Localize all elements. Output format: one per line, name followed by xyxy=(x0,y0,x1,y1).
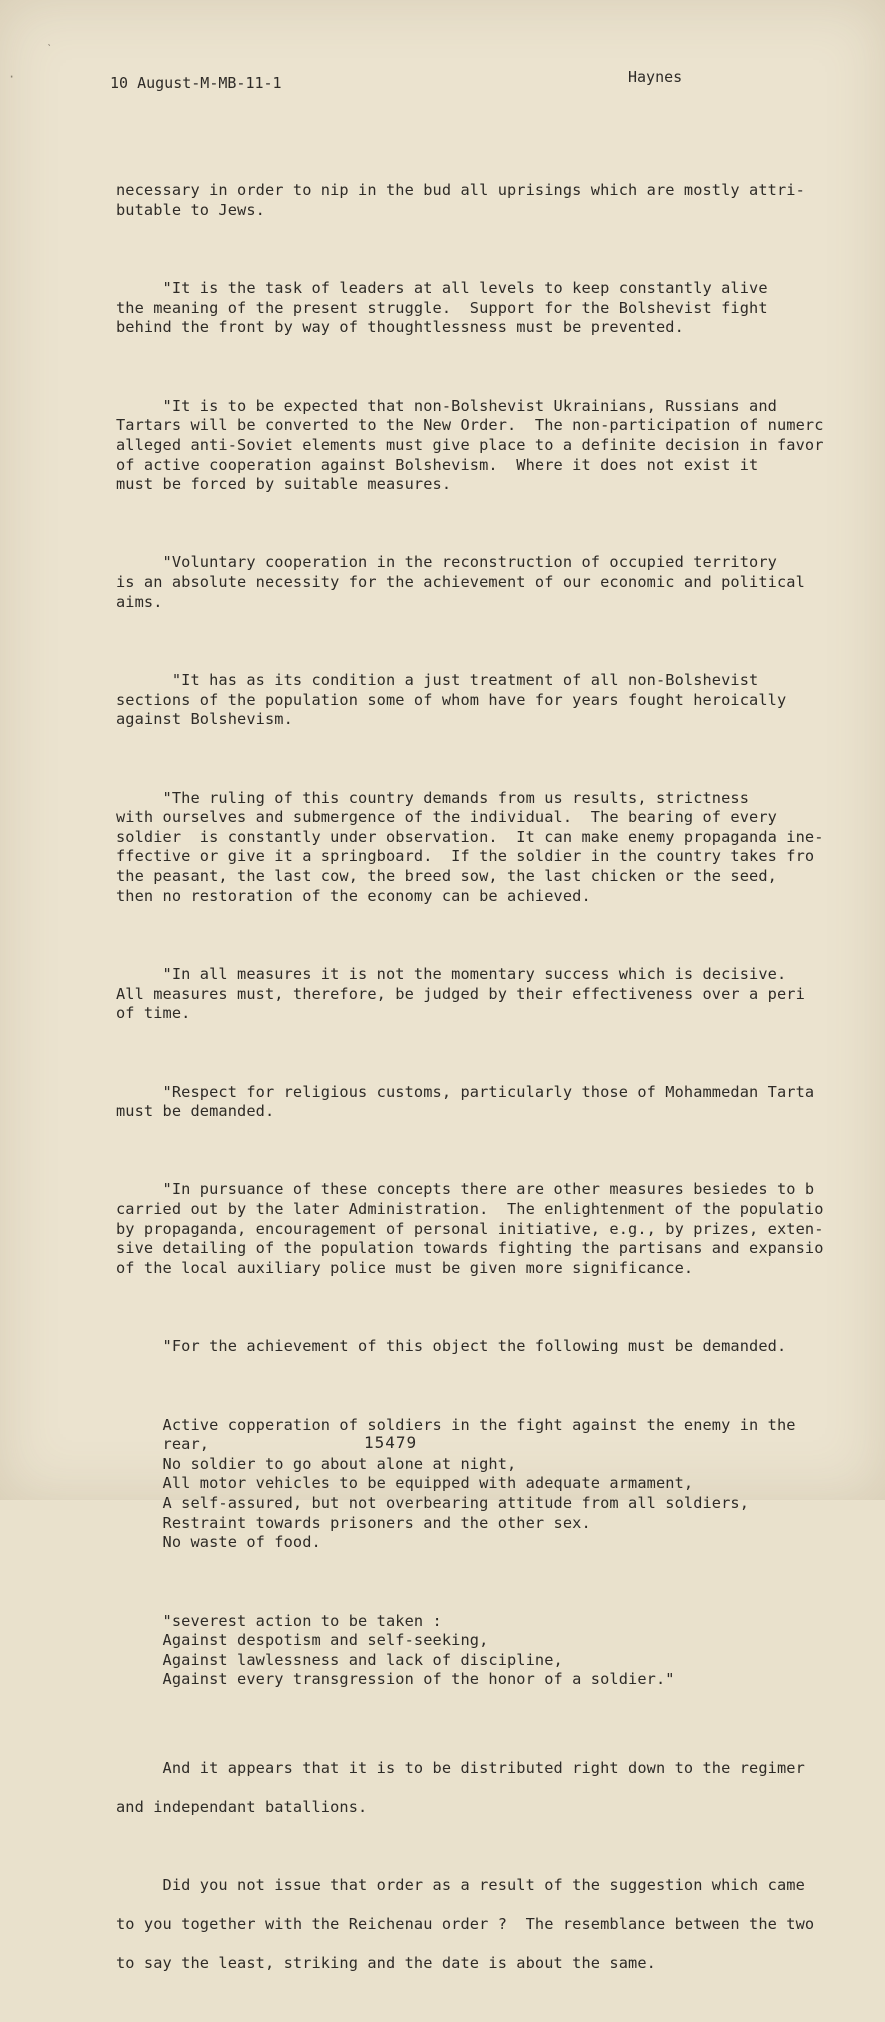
paragraph: "The ruling of this country demands from us results, strictness with ourselves and submergence of the individual. The bearing of every soldier is constantly under observation. It can make enemy propaganda ine- ffective or give it a springboard. If the soldier in the country takes fro the peasant, the last cow, the breed sow, the last chicken or the seed, then no restoration of the economy can be achieved. xyxy=(116,788,824,905)
paragraph: "It is the task of leaders at all levels to keep constantly alive the meaning of the present struggle. Support for the Bolshevist fight behind the front by way of thoughtlessness must be prevented. xyxy=(116,279,768,337)
document-body xyxy=(116,142,841,2022)
paragraph: "In all measures it is not the momentary success which is decisive. All measures must, therefore, be judged by their effectiveness over a peri of time. xyxy=(116,964,805,1023)
paragraph: necessary in order to nip in the bud all uprisings which are mostly attri- butable to Jews. xyxy=(116,181,805,219)
paragraph: "It is to be expected that non-Bolshevist Ukrainians, Russians and Tartars will be converted to the New Order. The non-participation of numerc alleged anti-Soviet elements must give place to a definite decision in favor of active cooperation against Bolshevism. Where it does not exist it must be forced by suitable measures. xyxy=(116,396,824,494)
closing-paragraph: Did you not issue that order as a result of the suggestion which came to you together with the Reichenau order ? The resemblance between the two to say the least, striking and the date is about the same. xyxy=(116,1875,815,1972)
actions-list: "severest action to be taken : Against despotism and self-seeking, Against lawlessness and lack of discipline, Against every transgression of the honor of a soldier." xyxy=(162,1611,675,1689)
document-reference: 10 August-M-MB-11-1 xyxy=(110,74,282,92)
witness-name: Haynes xyxy=(628,68,683,86)
paragraph: "It has as its condition a just treatment of all non-Bolshevist sections of the population some of whom have for years fought heroically against Bolshevism. xyxy=(116,671,787,729)
closing-paragraph: And it appears that it is to be distributed right down to the regimer and independant batallions. xyxy=(116,1758,805,1816)
page-number: 15479 xyxy=(364,1433,418,1452)
paper-speck: ˋ xyxy=(46,42,54,56)
demands-list: Active copperation of soldiers in the fight against the enemy in the rear, No soldier to go about alone at night, All motor vehicles to be equipped with adequate armament, A self-assured, but not overbearing attitude from all soldiers, Restraint towards prisoners and the other sex. No waste of food. xyxy=(162,1415,796,1552)
paragraph: "Respect for religious customs, particularly those of Mohammedan Tarta must be demanded. xyxy=(116,1082,815,1121)
paragraph: "For the achievement of this object the following must be demanded. xyxy=(116,1337,787,1356)
paragraph: "Voluntary cooperation in the reconstruction of occupied territory is an absolute necessity for the achievement of our economic and political aims. xyxy=(116,553,805,611)
paragraph: "In pursuance of these concepts there are other measures besiedes to b carried out by the later Administration. The enlightenment of the populatio by propaganda, encouragement of personal initiative, e.g., by prizes, exten- sive detailing of the population towards fighting the partisans and expansio of the local auxiliary police must be given more significance. xyxy=(116,1180,824,1277)
paper-speck: · xyxy=(8,70,16,84)
